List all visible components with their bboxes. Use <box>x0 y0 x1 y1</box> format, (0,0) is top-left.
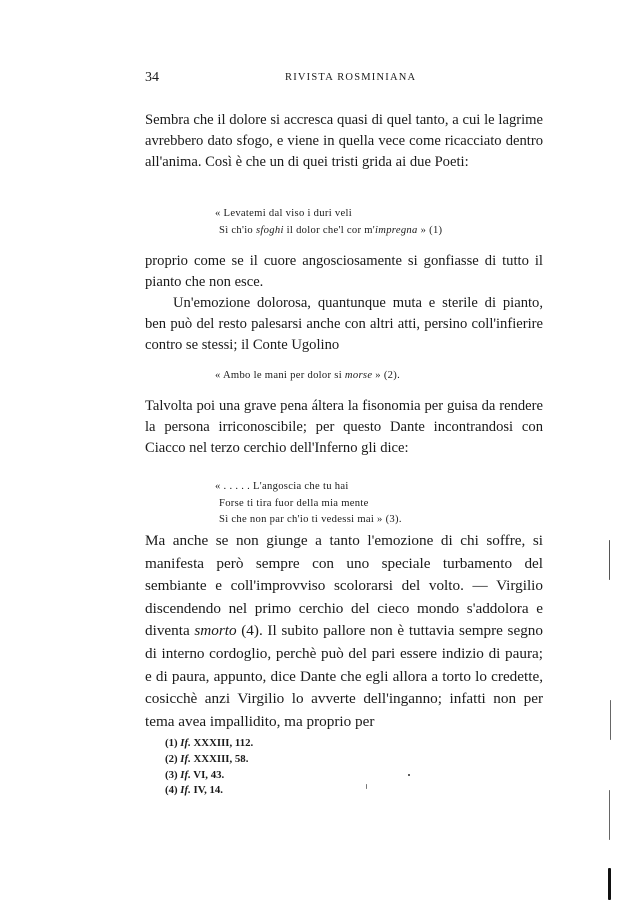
emphasis-word: smorto <box>194 622 237 640</box>
verse-line: « Levatemi dal viso i duri veli <box>215 208 352 219</box>
paragraph-3: Un'emozione dolorosa, quantunque muta e sterile di pianto, ben può del resto palesarsi anche con altri atti, persino coll'infierire contro se stessi; il Conte Ugolino <box>145 295 543 354</box>
paragraph-1: Sembra che il dolore si accresca quasi di quel tanto, a cui le lagrime avrebbero dato sfogo, e viene in quella vece come ricacciato dentro all'anima. Così è che un di quei tristi grida ai due Poeti: <box>145 112 543 171</box>
footnote: (3) If. VI, 43. <box>165 768 225 781</box>
page-header <box>145 70 545 90</box>
paragraph-2: proprio come se il cuore angosciosamente si gonfiasse di tutto il pianto che non esce. <box>145 253 543 291</box>
running-title: RIVISTA ROSMINIANA <box>285 72 417 83</box>
footnote: (1) If. XXXIII, 112. <box>165 737 254 749</box>
verse-line: Sì ch'io sfoghi il dolor che'l cor m'impregna » (1) <box>219 224 443 236</box>
verse-line: Forse ti tira fuor della mia mente <box>219 497 369 509</box>
paragraph-4: Talvolta poi una grave pena áltera la fisonomia per guisa da rendere la persona irriconoscibile; per questo Dante incontrandosi con Ciacco nel terzo cerchio dell'Inferno gli dice: <box>145 398 543 457</box>
verse-line: « . . . . . L'angoscia che tu hai <box>215 481 349 492</box>
verse-quote-1 <box>215 206 442 239</box>
verse-line: « Ambo le mani per dolor si morse » (2). <box>215 370 401 381</box>
verse-line: Sì che non par ch'io ti vedessi mai » (3). <box>219 514 402 525</box>
verse-quote-3 <box>215 479 402 529</box>
scan-dot <box>366 784 367 789</box>
footnotes <box>165 736 253 799</box>
scan-mark <box>609 540 610 580</box>
verse-quote-2 <box>215 368 400 385</box>
page-number: 34 <box>145 70 159 85</box>
footnote: (2) If. XXXIII, 58. <box>165 752 249 765</box>
scan-mark <box>609 790 610 840</box>
scan-dot <box>408 774 410 776</box>
scan-mark <box>610 700 611 740</box>
footnote: (4) If. IV, 14. <box>165 784 223 797</box>
scan-mark <box>608 868 611 900</box>
paragraph-5: Ma anche se non giunge a tanto l'emozione di chi soffre, si manifesta però sempre con uno speciale turbamento del sembiante e coll'improvviso scolorarsi del volto. — Virgilio discendendo nel primo cerchio del cieco mondo s'addolora e diventa smorto (4). Il subito pallore non è tuttavia sempre segno di interno cordoglio, perchè può del pari essere indizio di paura; e di paura, appunto, dice Dante che egli allora a torto lo credette, cosicchè anzi Virgilio lo avverte dell'inganno; infatti non per tema avea impallidito, ma proprio per <box>145 532 543 730</box>
